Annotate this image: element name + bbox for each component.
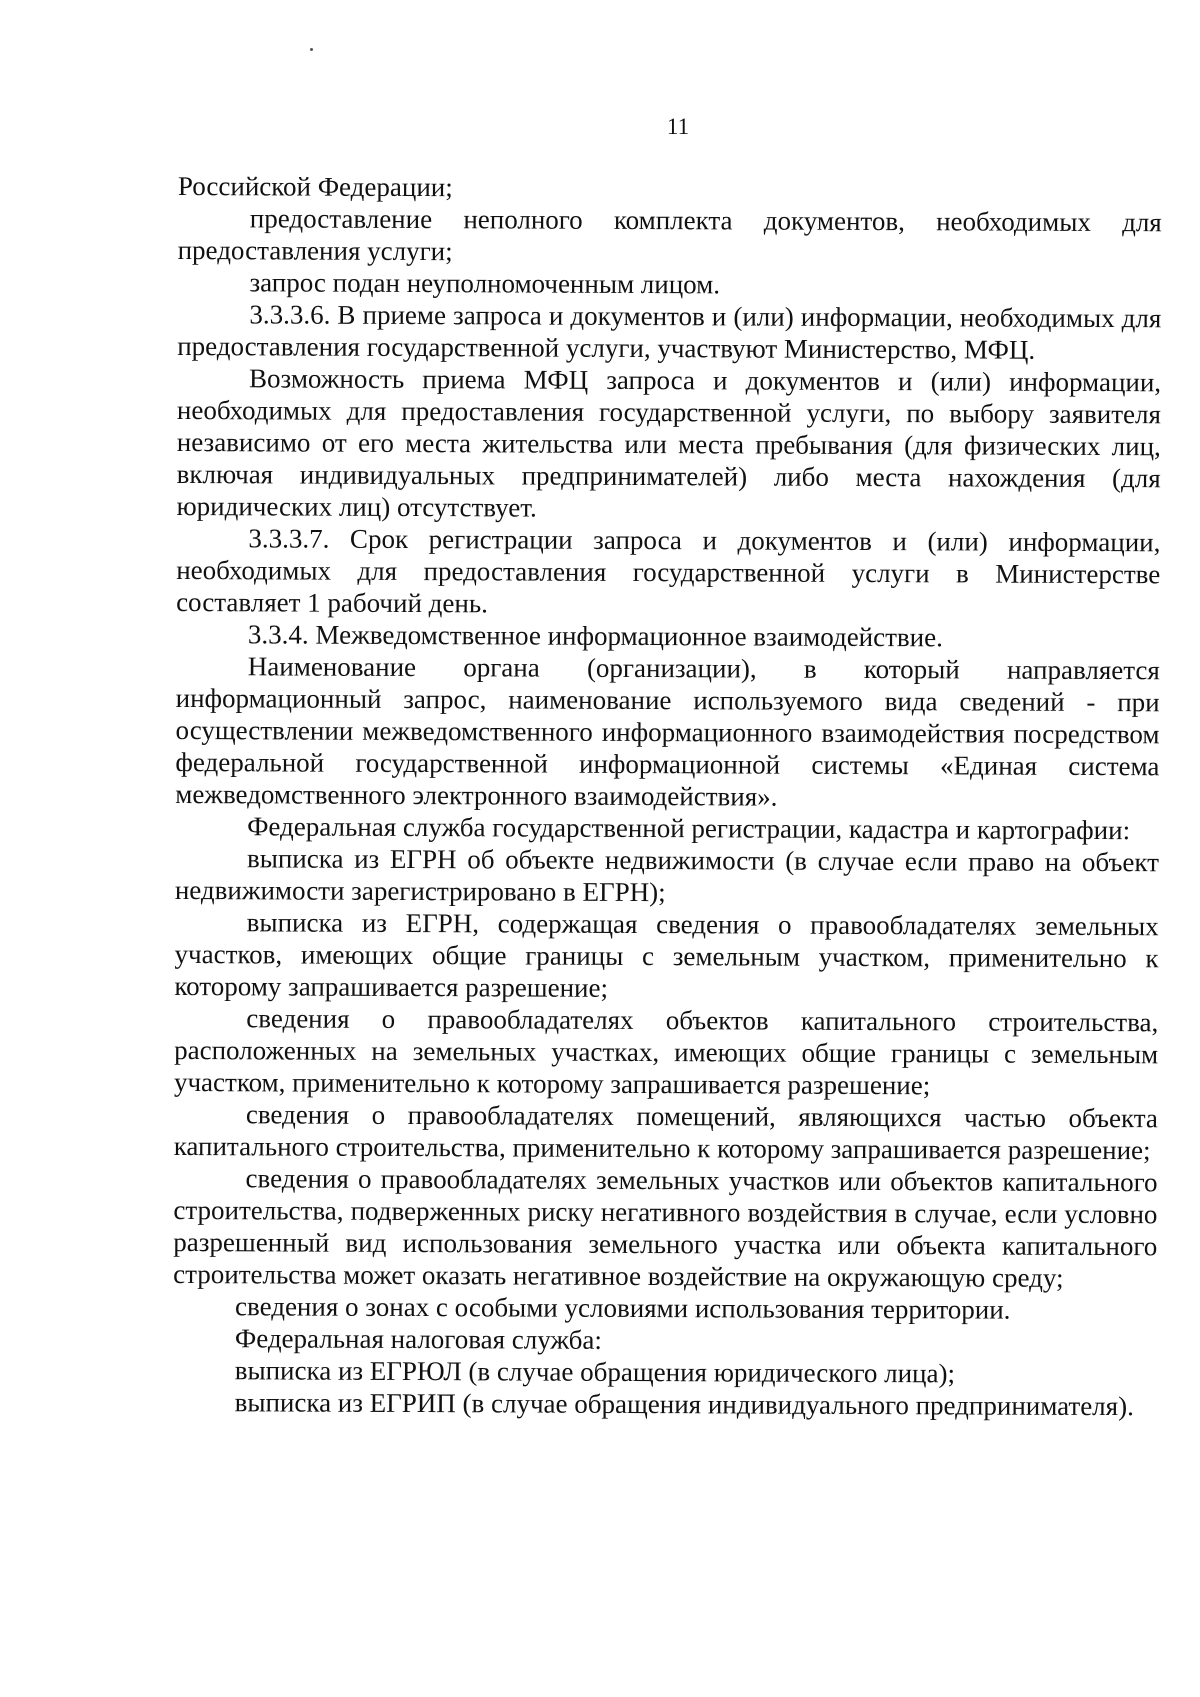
list-item: выписка из ЕГРИП (в случае обращения индивидуального предпринимателя). [234, 1387, 1134, 1422]
list-item: выписка из ЕГРЮЛ (в случае обращения юридического лица); [234, 1355, 956, 1389]
paragraph-continuation: Российской Федерации; [177, 170, 453, 203]
paragraph-3-3-3-6: 3.3.3.6. В приеме запроса и документов и (или) информации, необходимых для предоставления государственной услуги, участвуют Министерство, МФЦ. [177, 299, 1162, 365]
list-item: сведения о зонах с особыми условиями использования территории. [234, 1291, 1011, 1325]
list-item: выписка из ЕГРН об объекте недвижимости (в случае если право на объект недвижимости зарегистрировано в ЕГРН); [174, 843, 1160, 908]
paragraph: Наименование органа (организации), в который направляется информационный запрос, наименование используемого вида сведений - при осуществлении межведомственного информационного взаимодействия посредством федеральной государственной информационной системы «Единая система межведомственного электронного взаимодействия». [175, 651, 1160, 812]
list-item: выписка из ЕГРН, содержащая сведения о правообладателях земельных участков, имеющих общие границы с земельным участком, применительно к которому запрашивается разрешение; [174, 907, 1159, 1003]
list-item: сведения о правообладателях помещений, являющихся частью объекта капитального строительства, применительно к которому запрашивается разрешение; [173, 1099, 1158, 1166]
list-item: сведения о правообладателях земельных участков или объектов капитального строительства, подверженных риску негативного воздействия в случае, если условно разрешенный вид использования земельного участка или объекта капитального строительства может оказать негативное воздействие на окружающую среду; [173, 1163, 1158, 1293]
paragraph-agency-fns: Федеральная налоговая служба: [234, 1323, 602, 1355]
paragraph: Возможность приема МФЦ запроса и документов и (или) информации, необходимых для предоставления государственной услуги, по выбору заявителя независимо от его места жительства или места пребывания (для физических лиц, включая индивидуальных предпринимателей) либо места нахождения (для юридических лиц) отсутствует. [176, 363, 1162, 523]
paragraph: запрос подан неуполномоченным лицом. [249, 267, 721, 300]
page-number: 11 [666, 114, 690, 139]
section-heading-3-3-4: 3.3.4. Межведомственное информационное взаимодействие. [247, 619, 943, 653]
paragraph-3-3-3-7: 3.3.3.7. Срок регистрации запроса и документов и (или) информации, необходимых для предоставления государственной услуги в Министерстве составляет 1 рабочий день. [176, 523, 1161, 619]
list-item: сведения о правообладателях объектов капитального строительства, расположенных на земельных участках, имеющих общие границы с земельным участком, применительно к которому запрашивается разрешение; [173, 1003, 1159, 1101]
paragraph-agency-rosreestr: Федеральная служба государственной регистрации, кадастра и картографии: [247, 811, 1131, 846]
paragraph: предоставление неполного комплекта документов, необходимых для предоставления услуги; [177, 203, 1162, 267]
document-body [173, 170, 1162, 1422]
scan-artifact-dot [310, 48, 313, 51]
